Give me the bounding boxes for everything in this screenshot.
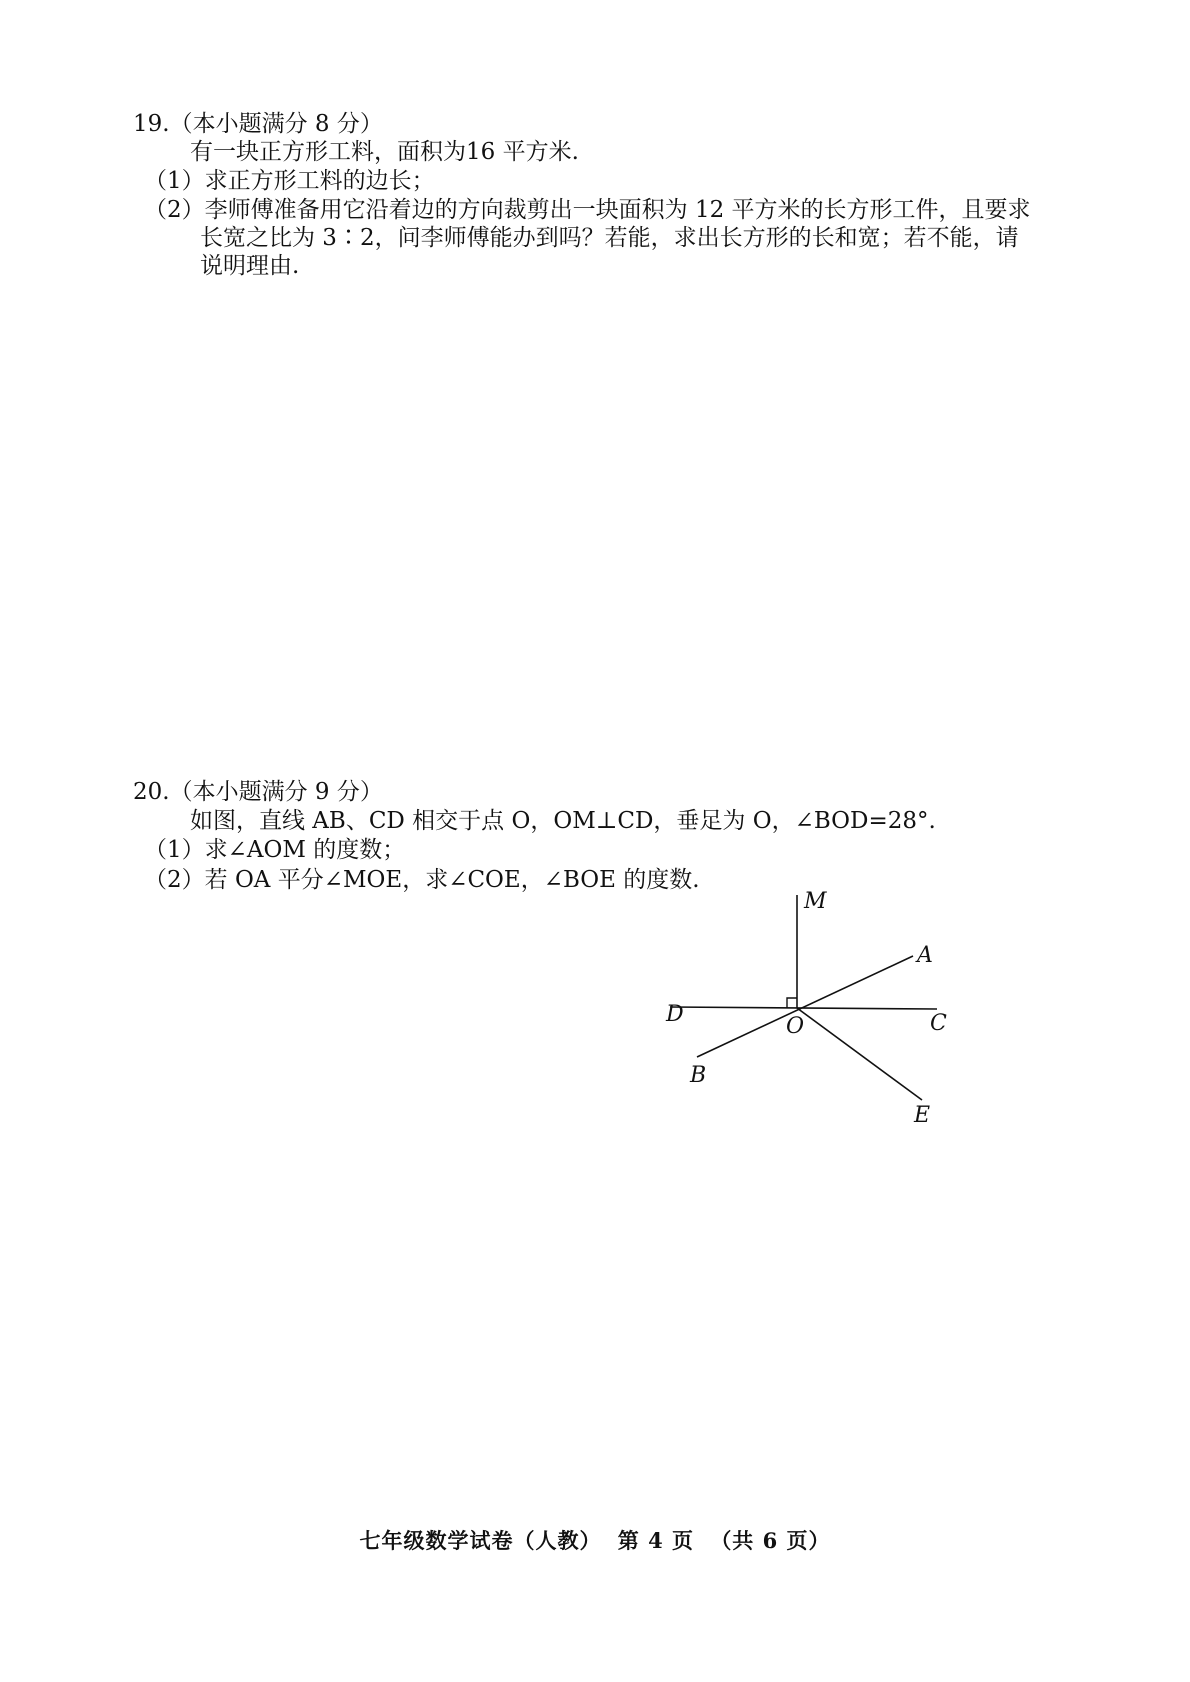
q20-intro: 如图，直线 AB、CD 相交于点 O，OM⊥CD，垂足为 O，∠BOD=28°. [190, 808, 936, 834]
q19-intro: 有一块正方形工料，面积为16 平方米. [190, 139, 579, 165]
geometry-diagram [640, 880, 960, 1130]
label-b: B [690, 1063, 707, 1088]
q20-header: 20.（本小题满分 9 分） [133, 779, 383, 805]
q19-part2-line2: 长宽之比为 3∶2，问李师傅能办到吗？若能，求出长方形的长和宽；若不能，请 [200, 225, 1019, 251]
label-e: E [914, 1103, 931, 1128]
footer-total: （共 6 页） [710, 1528, 831, 1553]
label-d: D [666, 1002, 684, 1027]
label-m: M [804, 889, 827, 914]
q20-part1: （1）求∠AOM 的度数； [144, 837, 406, 863]
footer-subject: 七年级数学试卷（人教） [359, 1528, 602, 1553]
q19-header: 19.（本小题满分 8 分） [133, 111, 383, 137]
q19-part2-line1: （2）李师傅准备用它沿着边的方向裁剪出一块面积为 12 平方米的长方形工件，且要求 [144, 197, 1031, 223]
q19-part1: （1）求正方形工料的边长； [144, 168, 435, 194]
q19-part2-line3: 说明理由. [200, 253, 300, 279]
line-ab [697, 956, 913, 1057]
q20-part2: （2）若 OA 平分∠MOE，求∠COE，∠BOE 的度数. [144, 867, 700, 893]
label-o: O [786, 1014, 805, 1039]
footer-page: 第 4 页 [617, 1528, 694, 1553]
page-footer [0, 1525, 1190, 1555]
right-angle-mark [787, 998, 797, 1008]
label-c: C [930, 1011, 947, 1036]
label-a: A [917, 943, 933, 968]
ray-oe [797, 1008, 922, 1100]
